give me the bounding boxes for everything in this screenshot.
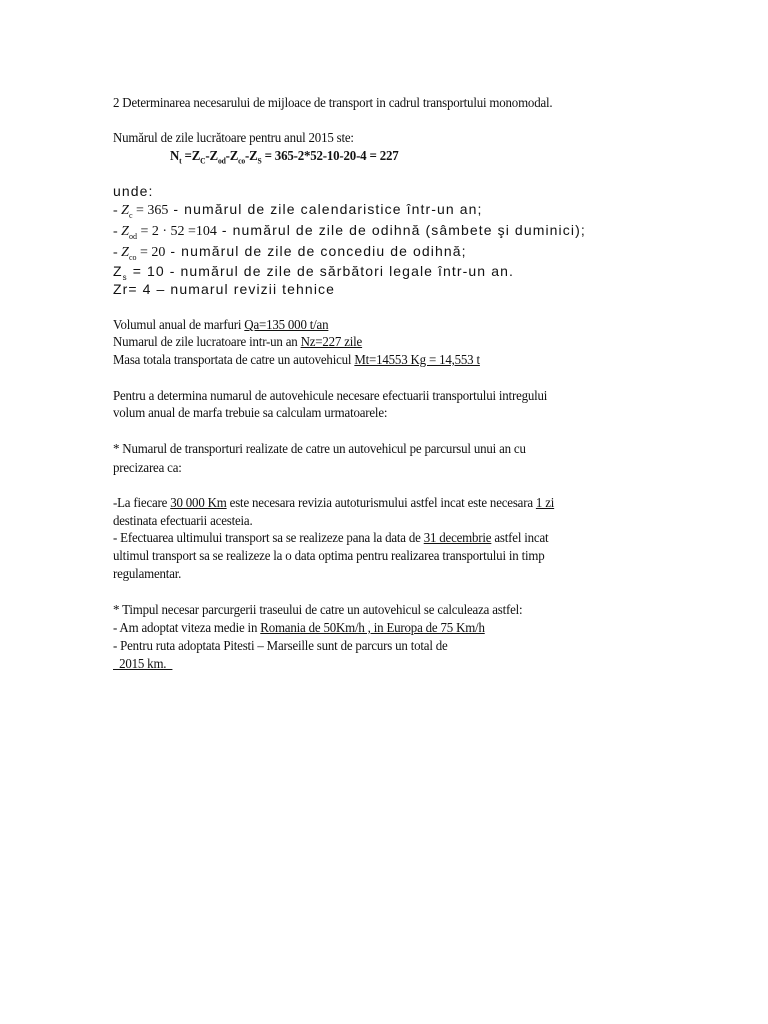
days-line [113,334,362,350]
speed-line [113,620,485,636]
def-zco: - $Z_{co} = 20$ - numărul de zile de concediu de odihnă; [113,243,467,262]
revizie-day: 1 zi [535,495,555,510]
formula-zco-sub: co [238,156,245,166]
def-zco-desc: - numărul de zile de concediu de odihnă; [165,243,467,259]
revizie-line1 [113,495,554,511]
ultimul-part2: astfel incat [491,530,549,545]
def-zc-eq: = 365 [136,203,169,218]
formula-result: = 365-2*52-10-20-4 = 227 [261,148,399,163]
formula-nt: N [170,148,180,163]
revizie-part1: -La fiecare [113,495,171,510]
revizie-km: 30 000 Km [170,495,227,510]
mass-line [113,352,480,368]
mass-label: Masa totala transportata de catre un autovehicul [113,352,355,367]
ultimul-date: 31 decembrie [423,530,492,545]
ultimul-line2: ultimul transport sa se realizeze la o data optima pentru realizarea transportului in timp [113,548,545,563]
bullet1-line2: precizarea ca: [113,460,182,475]
workdays-formula: $N_t =Z_C-Z_{od}-Z_{co}-Z_S = 365-2*52-10-20-4 = 227$ [170,148,399,166]
days-label: Numarul de zile lucratoare intr-un an [113,334,301,349]
route-line1: - Pentru ruta adoptata Pitesti – Marseille sunt de parcurs un total de [113,638,448,653]
def-zco-eq: = 20 [140,245,166,260]
def-zs: $Z_s = 10$ - numărul de zile de sărbători legale într-un an. [113,263,514,282]
volume-label: Volumul anual de marfuri [113,317,245,332]
formula-zco: Z [229,148,239,163]
paragraph1-line1: Pentru a determina numarul de autovehicule necesare efectuarii transportului intregului [113,388,548,403]
paragraph1-line2: volum anual de marfa trebuie sa calculam urmatoarele: [113,405,388,420]
ultimul-line3: regulamentar. [113,566,182,581]
formula-zc: Z [191,148,201,163]
bullet1-line1: * Numarul de transporturi realizate de catre un autovehicul pe parcursul unui an cu [113,441,526,456]
ultimul-line1 [113,530,548,546]
route-total [113,656,172,672]
section-heading: 2 Determinarea necesarului de mijloace de transport in cadrul transportului monomodal. [113,95,553,110]
workdays-intro: Numărul de zile lucrătoare pentru anul 2015 ste: [113,130,354,145]
volume-value: Qa=135 000 t/an [244,317,329,332]
mass-value: Mt=14553 Kg = 14,553 t [354,352,480,367]
route-total-value: 2015 km. [113,656,173,671]
days-value: Nz=227 zile [300,334,363,349]
formula-zod: Z [209,148,218,163]
def-zod-desc: - numărul de zile de odihnă (sâmbete şi duminici); [216,222,586,238]
def-zod-eq: = 2 · 52 =104 [140,224,217,239]
def-zr: Zr= 4 – numarul revizii tehnice [113,281,336,297]
volume-line [113,317,328,333]
bullet2-line: * Timpul necesar parcurgerii traseului de catre un autovehicul se calculeaza astfel: [113,602,523,617]
speed-value: Romania de 50Km/h , in Europa de 75 Km/h [260,620,485,635]
def-zc: - $Z_c = 365$ - numărul de zile calendaristice într-un an; [113,201,483,220]
revizie-part2: este necesara revizia autoturismului astfel incat este necesara [226,495,536,510]
def-zc-desc: - numărul de zile calendaristice într-un an; [168,201,483,217]
speed-part1: - Am adoptat viteza medie in [113,620,261,635]
formula-zc-sub: C [200,156,206,166]
def-zod: - $Z_{od} = 2 \cdot 52 =104$ - numărul de zile de odihnă (sâmbete şi duminici); [113,222,586,241]
unde-label: unde: [113,183,154,199]
formula-zod-sub: od [217,156,226,166]
formula-zs-sub: S [257,156,262,166]
formula-zs: Z [249,148,258,163]
revizie-line2: destinata efectuarii acesteia. [113,513,253,528]
ultimul-part1: - Efectuarea ultimului transport sa se realizeze pana la data de [113,530,424,545]
def-zs-desc: = 10 - numărul de zile de sărbători legale într-un an. [127,263,514,279]
formula-nt-sub: t [179,156,182,166]
